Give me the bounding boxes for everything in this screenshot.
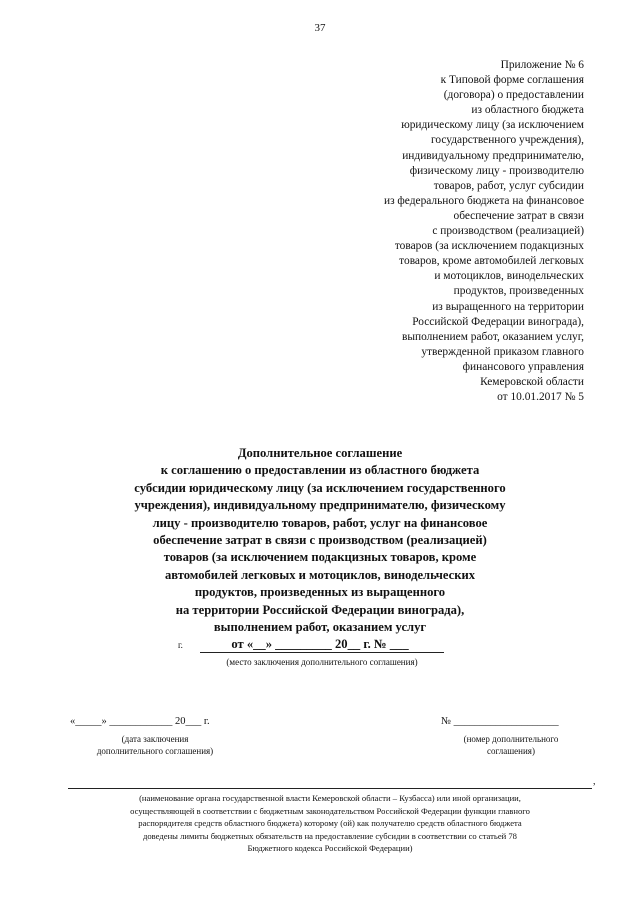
title-line: Дополнительное соглашение (237, 446, 403, 460)
place-caption: (место заключения дополнительного соглашения) (226, 657, 418, 667)
organization-caption-line: распорядителя средств областного бюджета) которому (ой) как получателю средств областного бюджета (138, 818, 522, 828)
appendix-line: с производством (реализацией) (432, 225, 584, 238)
appendix-line: Российской Федерации винограда), (412, 315, 584, 328)
title-line: выполнением работ, оказанием услуг (213, 620, 427, 635)
title-agreement-date-number: от «__» _________ 20__ г. № ___ (231, 637, 409, 652)
organization-caption-line: (наименование органа государственной власти Кемеровской области – Кузбасса) или иной организации, (139, 793, 521, 803)
organization-caption-line: Бюджетного кодекса Российской Федерации) (247, 843, 413, 853)
appendix-line: из областного бюджета (471, 104, 584, 117)
place-field-line[interactable] (200, 652, 444, 653)
organization-caption-line: доведены лимиты бюджетных обязательств на предоставление субсидии в соответствии со статьей 78 (143, 830, 517, 841)
appendix-line: государственного учреждения), (431, 134, 584, 147)
appendix-line: индивидуальному предпринимателю, (402, 149, 584, 162)
appendix-line: из федерального бюджета на финансовое (383, 194, 584, 207)
appendix-line: товаров, работ, услуг субсидии (433, 179, 584, 192)
title-line: на территории Российской Федерации винограда), (175, 602, 465, 617)
appendix-line: физическому лицу - производителю (409, 164, 584, 177)
number-field[interactable]: № ____________________ (441, 716, 559, 727)
number-caption-line: соглашения) (487, 746, 535, 756)
appendix-line: продуктов, произведенных (453, 285, 584, 298)
appendix-header (330, 58, 584, 405)
title-line: продуктов, произведенных из выращенного (194, 585, 446, 600)
date-field[interactable]: «_____» ____________ 20___ г. (70, 716, 210, 727)
appendix-line: товаров (за исключением подакцизных (394, 240, 584, 253)
document-title (95, 445, 545, 654)
appendix-line: (договора) о предоставлении (443, 89, 584, 102)
title-line: товаров (за исключением подакцизных товаров, кроме (163, 550, 477, 565)
organization-caption-line: осуществляющей в соответствии с бюджетным законодательством Российской Федерации функции главного (130, 805, 530, 816)
appendix-line: из выращенного на территории (432, 300, 584, 313)
title-line: обеспечение затрат в связи с производством (реализацией) (153, 533, 487, 548)
appendix-line: к Типовой форме соглашения (440, 74, 584, 87)
title-line: учреждения), индивидуальному предпринимателю, физическому (134, 498, 506, 513)
number-caption-line: (номер дополнительного (463, 734, 559, 744)
page-number: 37 (314, 22, 326, 34)
number-caption (441, 733, 581, 757)
appendix-line: и мотоциклов, винодельческих (434, 270, 584, 283)
organization-trailing-comma: , (593, 776, 596, 787)
appendix-line: финансового управления (462, 360, 584, 373)
title-line: лицу - производителю товаров, работ, услуг на финансовое (152, 515, 488, 530)
date-caption-line: (дата заключения (121, 734, 189, 744)
date-caption (70, 733, 240, 757)
title-line: к соглашению о предоставлении из областного бюджета (160, 463, 480, 478)
appendix-line: Приложение № 6 (500, 59, 584, 71)
appendix-line: юридическому лицу (за исключением (401, 119, 584, 132)
organization-field-line[interactable] (68, 788, 592, 789)
appendix-line: утвержденной приказом главного (421, 345, 584, 358)
appendix-line: Кемеровской области (480, 375, 584, 388)
appendix-line: от 10.01.2017 № 5 (497, 391, 584, 404)
city-prefix: г. (178, 640, 183, 650)
date-caption-line: дополнительного соглашения) (96, 746, 214, 756)
appendix-line: выполнением работ, оказанием услуг, (401, 330, 584, 343)
organization-caption (80, 792, 580, 855)
title-line: автомобилей легковых и мотоциклов, винодельческих (164, 567, 476, 582)
title-line: субсидии юридическому лицу (за исключением государственного (134, 480, 506, 495)
appendix-line: товаров, кроме автомобилей легковых (399, 255, 584, 268)
appendix-line: обеспечение затрат в связи (453, 209, 584, 222)
